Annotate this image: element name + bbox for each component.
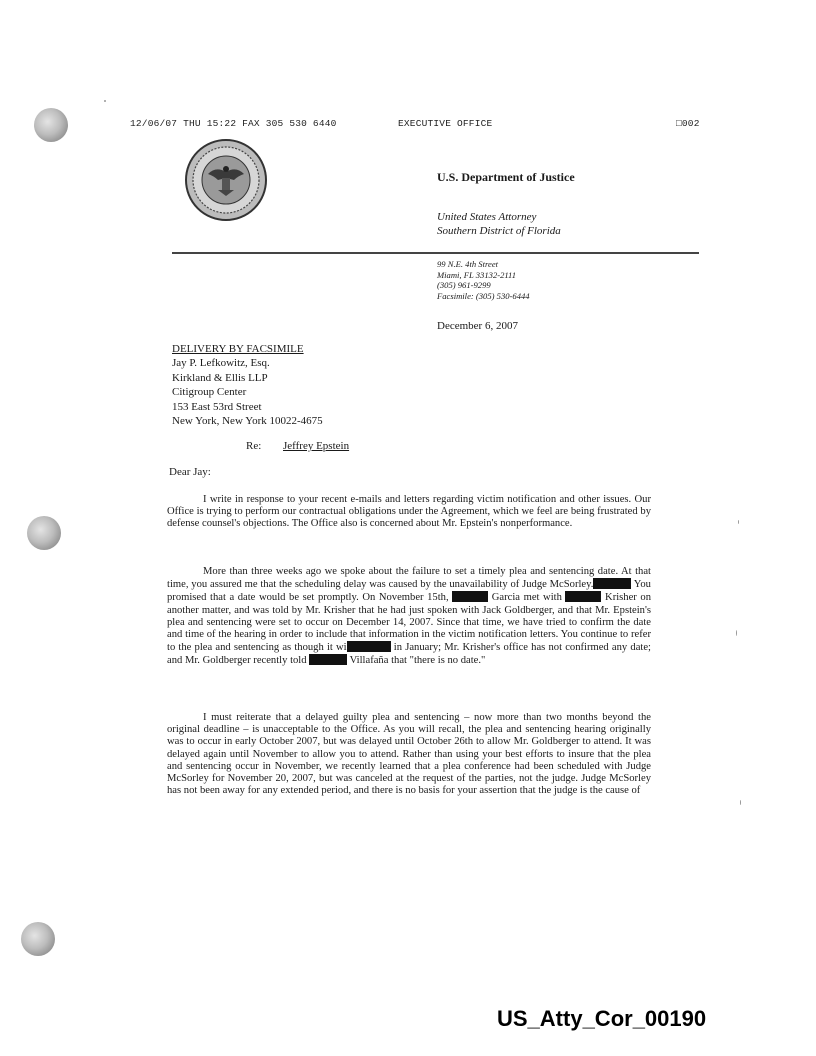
p2-segment-d: Krisher on another matter, and was told by Mr. Krisher that he had just spoken with Jack Goldberger, and that Mr. Epstein's plea and sentencing were set to occur on December 14, 2007. Since that time, we have tried to confirm the date and time of the hearing in order to include that information in the victim notification letters. You continue to refer to the plea and sentencing as though it wi [167,592,651,654]
redaction-box [593,578,631,589]
p2-segment-b: You promised that a date would be set promptly. On November 15th, [167,579,651,604]
office-line-2: Southern District of Florida [437,225,561,237]
letterhead-rule [172,252,699,254]
delivery-method: DELIVERY BY FACSIMILE [172,343,304,355]
address-street: 99 N.E. 4th Street [437,259,499,269]
p2-segment-e: in January; Mr. Krisher's office has not confirmed any date; and Mr. Goldberger recently told [167,642,651,667]
recipient-building: Citigroup Center [172,386,247,399]
scan-speck [104,100,106,102]
recipient-city: New York, New York 10022-4675 [172,415,323,428]
binder-hole-top [34,108,68,142]
binder-hole-middle [27,516,61,550]
p2-segment-c: Garcia met with [488,592,566,604]
scan-speck [740,800,741,805]
paragraph-1-text: I write in response to your recent e-mails and letters regarding victim notification and other issues. Our Office is trying to perform our contractual obligations under the Agreement, which we feel are being frustrated by defense counsel's objections. The Office also is concerned about Mr. Epstein's nonperformance. [167,494,651,530]
fax-header-left: 12/06/07 THU 15:22 FAX 305 530 6440 [130,118,337,129]
department-name: U.S. Department of Justice [437,170,575,184]
salutation: Dear Jay: [169,466,211,478]
binder-hole-bottom [21,922,55,956]
redaction-box [347,641,391,652]
doj-seal-icon [184,138,268,222]
paragraph-2-text [167,566,651,668]
address-city: Miami, FL 33132-2111 [437,269,517,280]
address-fax: Facsimile: (305) 530-6444 [437,290,530,301]
paragraph-2 [167,566,651,668]
paragraph-3 [167,712,651,797]
office-address [437,259,530,301]
address-phone: (305) 961-9299 [437,280,491,290]
p2-segment-a: More than three weeks ago we spoke about the failure to set a timely plea and sentencing date. At that time, you assured me that the scheduling delay was caused by the unavailability of Judge McSorley. [167,566,651,591]
p2-segment-f: Villafaña that "there is no date." [347,655,486,667]
fax-header-page: □002 [676,118,700,129]
re-subject: Jeffrey Epstein [283,440,350,452]
paragraph-3-text: I must reiterate that a delayed guilty plea and sentencing – now more than two months beyond the original deadline – is unacceptable to the Office. As you will recall, the plea and sentencing hearing originally was to occur in early October 2007, but was delayed until October 26th to allow Mr. Goldberger to attend. It was delayed again until November to allow you to attend. Rather than using your best efforts to insure that the plea and sentencing occur in November, we recently learned that a plea conference had been scheduled with Judge McSorley for November 20, 2007, but was canceled at the request of the parties, not the judge. Judge McSorley has not been away for any extended period, and there is no basis for your assertion that the judge is the cause of [167,712,651,797]
recipient-name: Jay P. Lefkowitz, Esq. [172,357,270,370]
redaction-box [452,591,488,602]
paragraph-1 [167,494,651,531]
re-label: Re: [246,440,262,452]
scan-speck [738,520,739,524]
recipient-firm: Kirkland & Ellis LLP [172,371,268,384]
redaction-box [309,654,347,665]
office-name [437,210,561,238]
fax-header-center: EXECUTIVE OFFICE [398,118,493,129]
office-line-1: United States Attorney [437,211,537,223]
recipient-street: 153 East 53rd Street [172,400,262,413]
letter-date: December 6, 2007 [437,320,518,332]
bates-number: US_Atty_Cor_00190 [497,1006,707,1031]
scan-speck [736,630,737,636]
redaction-box [565,591,601,602]
recipient-block [172,342,323,428]
